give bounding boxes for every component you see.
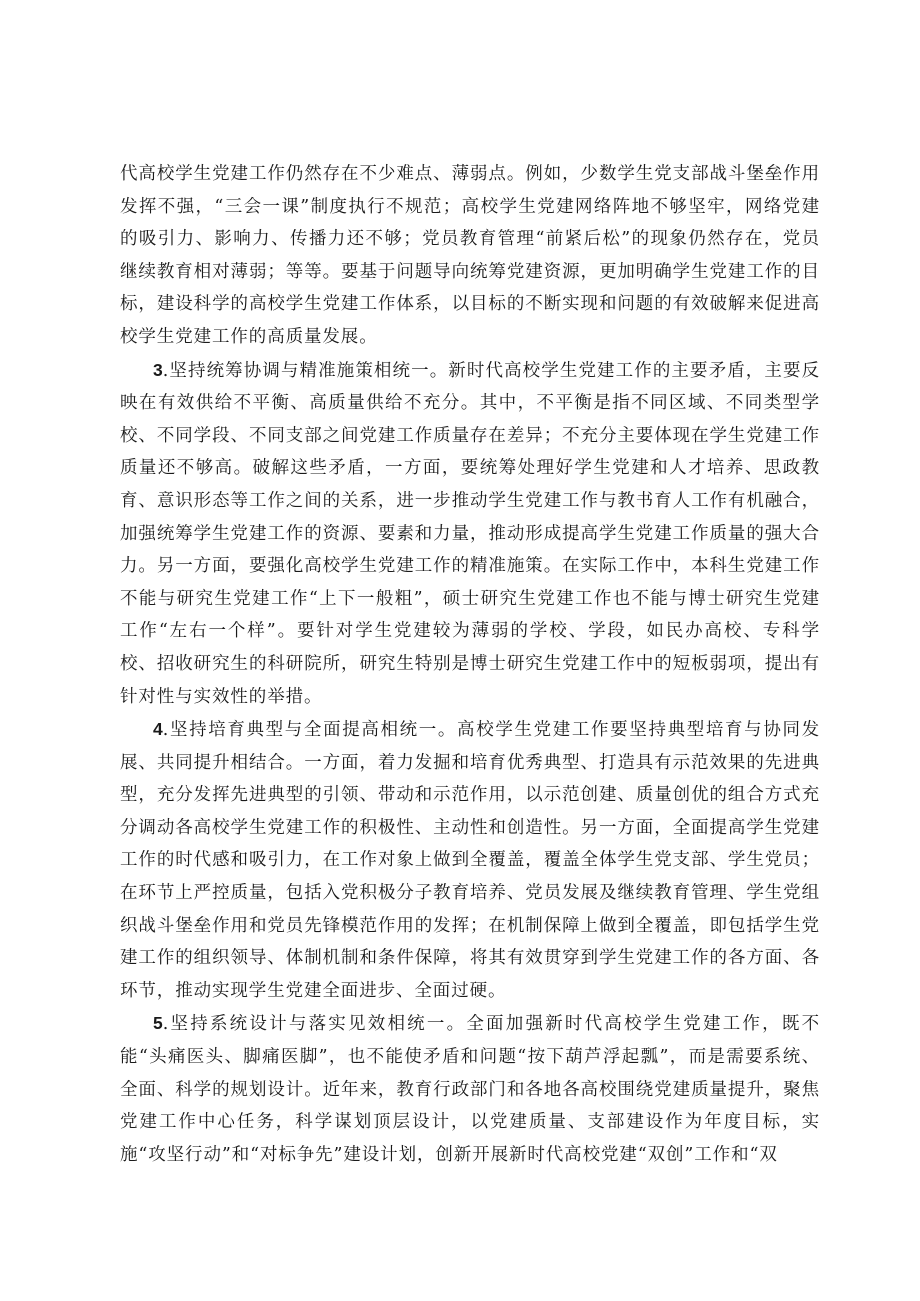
paragraph-point-3 — [120, 354, 820, 714]
paragraph-point-4 — [120, 713, 820, 1007]
paragraph-text: .坚持系统设计与落实见效相统一。全面加强新时代高校学生党建工作，既不能“头痛医头、脚痛医脚”，也不能使矛盾和问题“按下葫芦浮起瓢”，而是需要系统、全面、科学的规划设计。近年来，教育行政部门和各地各高校围绕党建质量提升，聚焦党建工作中心任务，科学谋划顶层设计，以党建质量、支部建设作为年度目标，实施“攻坚行动”和“对标争先”建设计划，创新开展新时代高校党建“双创”工作和“双 — [120, 1014, 820, 1165]
paragraph-text: .坚持培育典型与全面提高相统一。高校学生党建工作要坚持典型培育与协同发展、共同提升相结合。一方面，着力发掘和培育优秀典型、打造具有示范效果的先进典型，充分发挥先进典型的引领、带动和示范作用，以示范创建、质量创优的组合方式充分调动各高校学生党建工作的积极性、主动性和创造性。另一方面，全面提高学生党建工作的时代感和吸引力，在工作对象上做到全覆盖，覆盖全体学生党支部、学生党员；在环节上严控质量，包括入党积极分子教育培养、党员发展及继续教育管理、学生党组织战斗堡垒作用和党员先锋模范作用的发挥；在机制保障上做到全覆盖，即包括学生党建工作的组织领导、体制机制和条件保障，将其有效贯穿到学生党建工作的各方面、各环节，推动实现学生党建全面进步、全面过硬。 — [120, 720, 820, 1001]
paragraph-number: 5 — [153, 1013, 163, 1034]
paragraph-number: 4 — [153, 719, 163, 740]
paragraph-text: 代高校学生党建工作仍然存在不少难点、薄弱点。例如，少数学生党支部战斗堡垒作用发挥不强，“三会一课”制度执行不规范；高校学生党建网络阵地不够坚牢，网络党建的吸引力、影响力、传播力还不够；党员教育管理“前紧后松”的现象仍然存在，党员继续教育相对薄弱；等等。要基于问题导向统筹党建资源，更加明确学生党建工作的目标，建设科学的高校学生党建工作体系，以目标的不断实现和问题的有效破解来促进高校学生党建工作的高质量发展。 — [120, 164, 820, 347]
document-body — [120, 158, 820, 1171]
paragraph-number: 3 — [153, 359, 163, 380]
paragraph-text: .坚持统筹协调与精准施策相统一。新时代高校学生党建工作的主要矛盾，主要反映在有效供给不平衡、高质量供给不充分。其中，不平衡是指不同区域、不同类型学校、不同学段、不同支部之间党建工作质量存在差异；不充分主要体现在学生党建工作质量还不够高。破解这些矛盾，一方面，要统筹处理好学生党建和人才培养、思政教育、意识形态等工作之间的关系，进一步推动学生党建工作与教书育人工作有机融合，加强统筹学生党建工作的资源、要素和力量，推动形成提高学生党建工作质量的强大合力。另一方面，要强化高校学生党建工作的精准施策。在实际工作中，本科生党建工作不能与研究生党建工作“上下一般粗”，硕士研究生党建工作也不能与博士研究生党建工作“左右一个样”。要针对学生党建较为薄弱的学校、学段，如民办高校、专科学校、招收研究生的科研院所，研究生特别是博士研究生党建工作中的短板弱项，提出有针对性与实效性的举措。 — [120, 360, 820, 707]
paragraph-point-5 — [120, 1007, 820, 1171]
paragraph-continuation — [120, 158, 820, 354]
